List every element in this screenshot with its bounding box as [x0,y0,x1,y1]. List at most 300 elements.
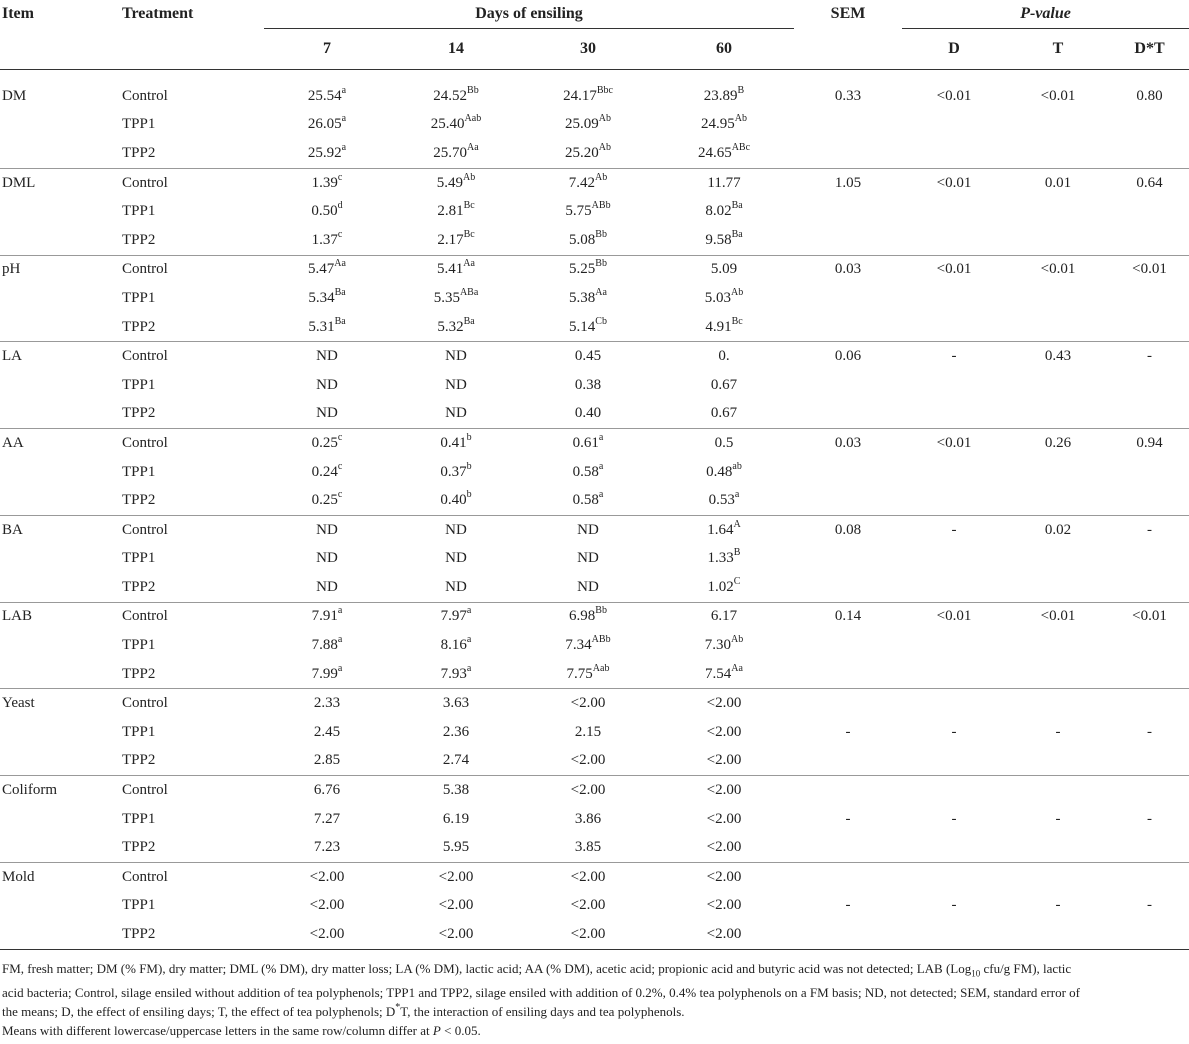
p-dt-value [1110,197,1189,226]
p-t-value [1006,776,1110,805]
significance-letters: Ab [598,141,611,153]
header-sem: SEM [830,5,866,23]
treatment-label: TPP2 [122,139,264,168]
sem-value [794,486,902,515]
cell-value: 2.81 [437,203,464,220]
value-cell [390,313,522,342]
table-row [0,545,1189,574]
cell-value: <2.00 [706,782,742,799]
cell-value: <2.00 [570,868,606,885]
cell-value: 1.39 [311,174,338,191]
cell-value: <2.00 [706,868,742,885]
cell-value: 25.54 [307,87,342,104]
treatment-label: Control [122,261,168,278]
value-cell [654,284,794,313]
cell-value: 5.49 [436,174,463,191]
treatment-label: TPP1 [122,116,156,133]
significance-letters: a [337,605,343,617]
p-d-value: <0.01 [936,261,972,278]
treatment-label: TPP1 [122,550,156,567]
p-d-value [902,747,1006,776]
value-cell [390,82,522,111]
p-dt-value: - [1147,897,1153,914]
p-d-value [902,458,1006,487]
value-cell [264,226,390,255]
p-d-value [902,689,1006,718]
item-label-empty [0,486,122,515]
p-d-value [902,545,1006,574]
p-d-value [902,400,1006,429]
cell-value: 2.36 [442,723,470,740]
value-cell [390,573,522,602]
header-p-value [902,0,1189,29]
table-body [0,70,1189,950]
value-cell [654,833,794,862]
cell-value: 11.77 [707,174,741,191]
significance-letters: Ab [595,171,608,183]
treatment-label: TPP1 [122,897,156,914]
p-d-value: - [951,810,957,827]
p-dt-value [1110,573,1189,602]
value-cell [654,920,794,949]
p-dt-value [1110,631,1189,660]
value-cell [390,371,522,400]
value-cell [390,892,522,921]
cell-value: 7.34 [565,637,592,654]
cell-value: 0.67 [710,405,738,422]
treatment-label: TPP1 [122,463,156,480]
value-cell [264,833,390,862]
value-cell [522,313,654,342]
significance-letters: Aab [464,113,482,125]
cell-value: 0.24 [311,463,338,480]
value-cell [264,458,390,487]
value-cell [264,776,390,805]
p-dt-value: 0.64 [1136,174,1163,191]
cell-value: <2.00 [309,897,345,914]
value-cell [390,689,522,718]
value-cell [654,863,794,892]
value-cell [522,255,654,284]
value-cell [390,718,522,747]
table-row [0,371,1189,400]
p-t-value [1006,284,1110,313]
cell-value: ND [577,578,599,595]
p-dt-value: - [1147,521,1153,538]
value-cell [654,313,794,342]
significance-letters: a [341,141,347,153]
p-dt-value [1110,776,1189,805]
significance-letters: b [466,460,472,472]
p-d-value: <0.01 [936,608,972,625]
p-dt-value [1110,545,1189,574]
p-d-value [902,631,1006,660]
significance-letters: c [337,489,343,501]
treatment-label: Control [122,782,168,799]
p-t-value [1006,660,1110,689]
cell-value: 6.19 [442,810,470,827]
cell-value: 7.97 [440,608,467,625]
p-t-value [1006,747,1110,776]
cell-value: 7.75 [566,665,593,682]
cell-value: ND [445,550,467,567]
p-t-value [1006,689,1110,718]
value-cell [390,776,522,805]
p-dt-value [1110,139,1189,168]
cell-value: <2.00 [570,695,606,712]
significance-letters: Ba [334,286,346,298]
sem-value [794,689,902,718]
p-dt-value: - [1147,348,1153,365]
p-dt-value: <0.01 [1132,608,1167,625]
cell-value: <2.00 [706,810,742,827]
table-row [0,139,1189,168]
sem-value [794,920,902,949]
item-label-empty [0,892,122,921]
value-cell [264,400,390,429]
cell-value: ND [316,550,338,567]
table-row [0,284,1189,313]
sem-value [794,545,902,574]
cell-value: ND [445,376,467,393]
value-cell [264,863,390,892]
treatment-label: TPP2 [122,920,264,949]
value-cell [522,776,654,805]
p-dt-value [1110,400,1189,429]
sem-value [794,226,902,255]
value-cell [390,197,522,226]
cell-value: <2.00 [706,926,742,943]
cell-value: <2.00 [570,782,606,799]
cell-value: 6.17 [710,608,738,625]
value-cell [264,718,390,747]
value-cell [390,226,522,255]
significance-letters: Bb [595,605,607,617]
cell-value: 7.99 [311,665,338,682]
value-cell [264,255,390,284]
value-cell [522,284,654,313]
item-label-empty [0,458,122,487]
item-label: BA [2,521,23,538]
sem-value [794,776,902,805]
treatment-label: TPP1 [122,289,156,306]
cell-value: 5.75 [565,203,592,220]
sem-value [794,631,902,660]
value-cell [654,197,794,226]
significance-letters: c [337,228,343,240]
value-cell [522,631,654,660]
sem-value: 0.06 [834,348,862,365]
significance-letters: Aa [595,286,607,298]
sem-value [794,284,902,313]
value-cell [654,342,794,371]
cell-value: 23.89 [703,87,738,104]
value-cell [390,920,522,949]
sem-value [794,863,902,892]
value-cell [264,342,390,371]
value-cell [264,111,390,140]
treatment-label: Control [122,521,168,538]
treatment-label: TPP2 [122,573,264,602]
value-cell [390,139,522,168]
significance-letters: Aa [731,662,743,674]
cell-value: 5.09 [710,261,738,278]
cell-value: 24.17 [563,87,597,104]
sem-value: - [845,897,851,914]
cell-value: 5.95 [442,839,470,856]
value-cell [654,689,794,718]
item-label-empty [0,197,122,226]
value-cell [390,515,522,544]
value-cell [654,515,794,544]
item-label-empty [0,111,122,140]
cell-value: <2.00 [706,897,742,914]
cell-value: 1.02 [707,578,734,595]
value-cell [522,718,654,747]
p-d-value [902,833,1006,862]
treatment-label: TPP2 [122,747,264,776]
cell-value: 0.40 [574,405,602,422]
p-dt-value [1110,284,1189,313]
table-row [0,920,1189,949]
value-cell [522,689,654,718]
value-cell [264,631,390,660]
header-treatment: Treatment [122,5,194,23]
significance-letters: c [337,171,343,183]
value-cell [522,82,654,111]
value-cell [390,400,522,429]
cell-value: 5.32 [437,318,464,335]
value-cell [654,82,794,111]
value-cell [390,747,522,776]
sem-value: 1.05 [834,174,862,191]
value-cell [654,747,794,776]
p-dt-value [1110,458,1189,487]
p-d-value: - [951,723,957,740]
header-day-30: 30 [522,29,654,70]
cell-value: 5.38 [442,782,470,799]
p-dt-value [1110,371,1189,400]
value-cell [654,892,794,921]
cell-value: 0.61 [572,434,599,451]
cell-value: 5.41 [437,261,464,278]
cell-value: 24.95 [701,116,735,133]
cell-value: 0.53 [708,492,735,509]
significance-letters: a [734,489,740,501]
item-label-empty [0,139,122,168]
significance-letters: Bb [467,84,479,96]
significance-letters: Cb [595,315,607,327]
table-row [0,631,1189,660]
p-d-value [902,111,1006,140]
value-cell [264,747,390,776]
cell-value: <2.00 [438,926,474,943]
cell-value: 6.98 [569,608,596,625]
cell-value: 2.85 [313,752,341,769]
cell-value: <2.00 [706,839,742,856]
significance-letters: C [733,575,741,587]
header-p-dt: D*T [1110,29,1189,70]
value-cell [390,631,522,660]
cell-value: 1.64 [707,521,734,538]
p-dt-value [1110,747,1189,776]
item-label-empty [0,833,122,862]
value-cell [264,284,390,313]
significance-letters: a [337,662,343,674]
value-cell [654,573,794,602]
cell-value: 4.91 [705,318,732,335]
table-row [0,82,1189,111]
table-row [0,226,1189,255]
significance-letters: a [598,460,604,472]
cell-value: 5.25 [569,261,596,278]
p-dt-value [1110,920,1189,949]
value-cell [264,602,390,631]
item-label: LAB [2,608,32,625]
sem-value: 0.14 [834,608,862,625]
value-cell [654,226,794,255]
value-cell [264,920,390,949]
value-cell [654,139,794,168]
value-cell [264,371,390,400]
significance-letters: Ba [334,315,346,327]
table-row [0,515,1189,544]
cell-value: 7.30 [704,637,732,654]
value-cell [654,631,794,660]
p-d-value [902,776,1006,805]
treatment-label: Control [122,348,168,365]
cell-value: 9.58 [705,231,732,248]
cell-value: <2.00 [309,868,345,885]
value-cell [654,400,794,429]
significance-letters: Bb [595,258,607,270]
table-row [0,111,1189,140]
table-row [0,400,1189,429]
cell-value: 7.27 [313,810,341,827]
sem-value [794,371,902,400]
p-t-value: - [1055,723,1061,740]
cell-value: 0.5 [714,434,734,451]
value-cell [654,168,794,197]
sem-value [794,573,902,602]
significance-letters: a [466,605,472,617]
treatment-label: TPP2 [122,313,264,342]
value-cell [522,515,654,544]
significance-letters: Ab [598,113,611,125]
p-dt-value [1110,226,1189,255]
p-t-value: 0.43 [1044,348,1072,365]
significance-letters: a [341,84,347,96]
value-cell [654,458,794,487]
sem-value [794,111,902,140]
p-t-value [1006,863,1110,892]
header-day-7: 7 [264,29,390,70]
cell-value: 5.03 [704,289,732,306]
significance-letters: B [737,84,745,96]
significance-letters: Aa [334,258,346,270]
p-t-value [1006,833,1110,862]
value-cell [390,833,522,862]
item-label-empty [0,313,122,342]
value-cell [390,111,522,140]
cell-value: 25.20 [565,144,599,161]
p-t-value [1006,226,1110,255]
treatment-label: Control [122,608,168,625]
treatment-label: TPP2 [122,660,264,689]
significance-letters: a [598,489,604,501]
value-cell [390,458,522,487]
header-item: Item [2,5,34,23]
p-d-value: - [951,348,957,365]
cell-value: 26.05 [307,116,342,133]
cell-value: 2.15 [574,723,602,740]
significance-letters: ABc [731,141,751,153]
table-row [0,892,1189,921]
item-label-empty [0,660,122,689]
cell-value: 0.25 [311,492,338,509]
item-label: Coliform [2,782,57,799]
value-cell [522,168,654,197]
value-cell [522,226,654,255]
value-cell [522,139,654,168]
cell-value: 5.08 [569,231,596,248]
significance-letters: a [337,634,343,646]
cell-value: 1.37 [311,231,338,248]
item-label: LA [2,348,22,365]
table-row [0,660,1189,689]
value-cell [522,197,654,226]
significance-letters: a [466,634,472,646]
sem-value [794,833,902,862]
cell-value: 2.45 [313,723,341,740]
value-cell [390,545,522,574]
p-d-value [902,284,1006,313]
cell-value: 0.25 [311,434,338,451]
cell-value: ND [577,521,599,538]
p-dt-value [1110,486,1189,515]
cell-value: ND [445,578,467,595]
significance-letters: Aab [592,662,610,674]
header-p-t: T [1006,29,1110,70]
sem-value: 0.08 [834,521,862,538]
significance-letters: c [337,460,343,472]
p-t-value [1006,573,1110,602]
cell-value: 0.38 [574,376,602,393]
table-header [0,0,1189,70]
cell-value: 25.09 [565,116,599,133]
value-cell [390,284,522,313]
sem-value [794,197,902,226]
significance-letters: Ba [463,315,475,327]
value-cell [390,168,522,197]
p-d-value: <0.01 [936,87,972,104]
cell-value: 2.17 [437,231,464,248]
treatment-label: TPP1 [122,637,156,654]
p-t-value [1006,486,1110,515]
item-label-empty [0,371,122,400]
cell-value: 7.91 [311,608,338,625]
table-row [0,197,1189,226]
significance-letters: Bbc [596,84,613,96]
value-cell [654,429,794,458]
cell-value: <2.00 [706,752,742,769]
value-cell [264,515,390,544]
significance-letters: A [733,518,741,530]
cell-value: 7.23 [313,839,341,856]
item-label-empty [0,284,122,313]
cell-value: 25.40 [430,116,465,133]
significance-letters: c [337,431,343,443]
